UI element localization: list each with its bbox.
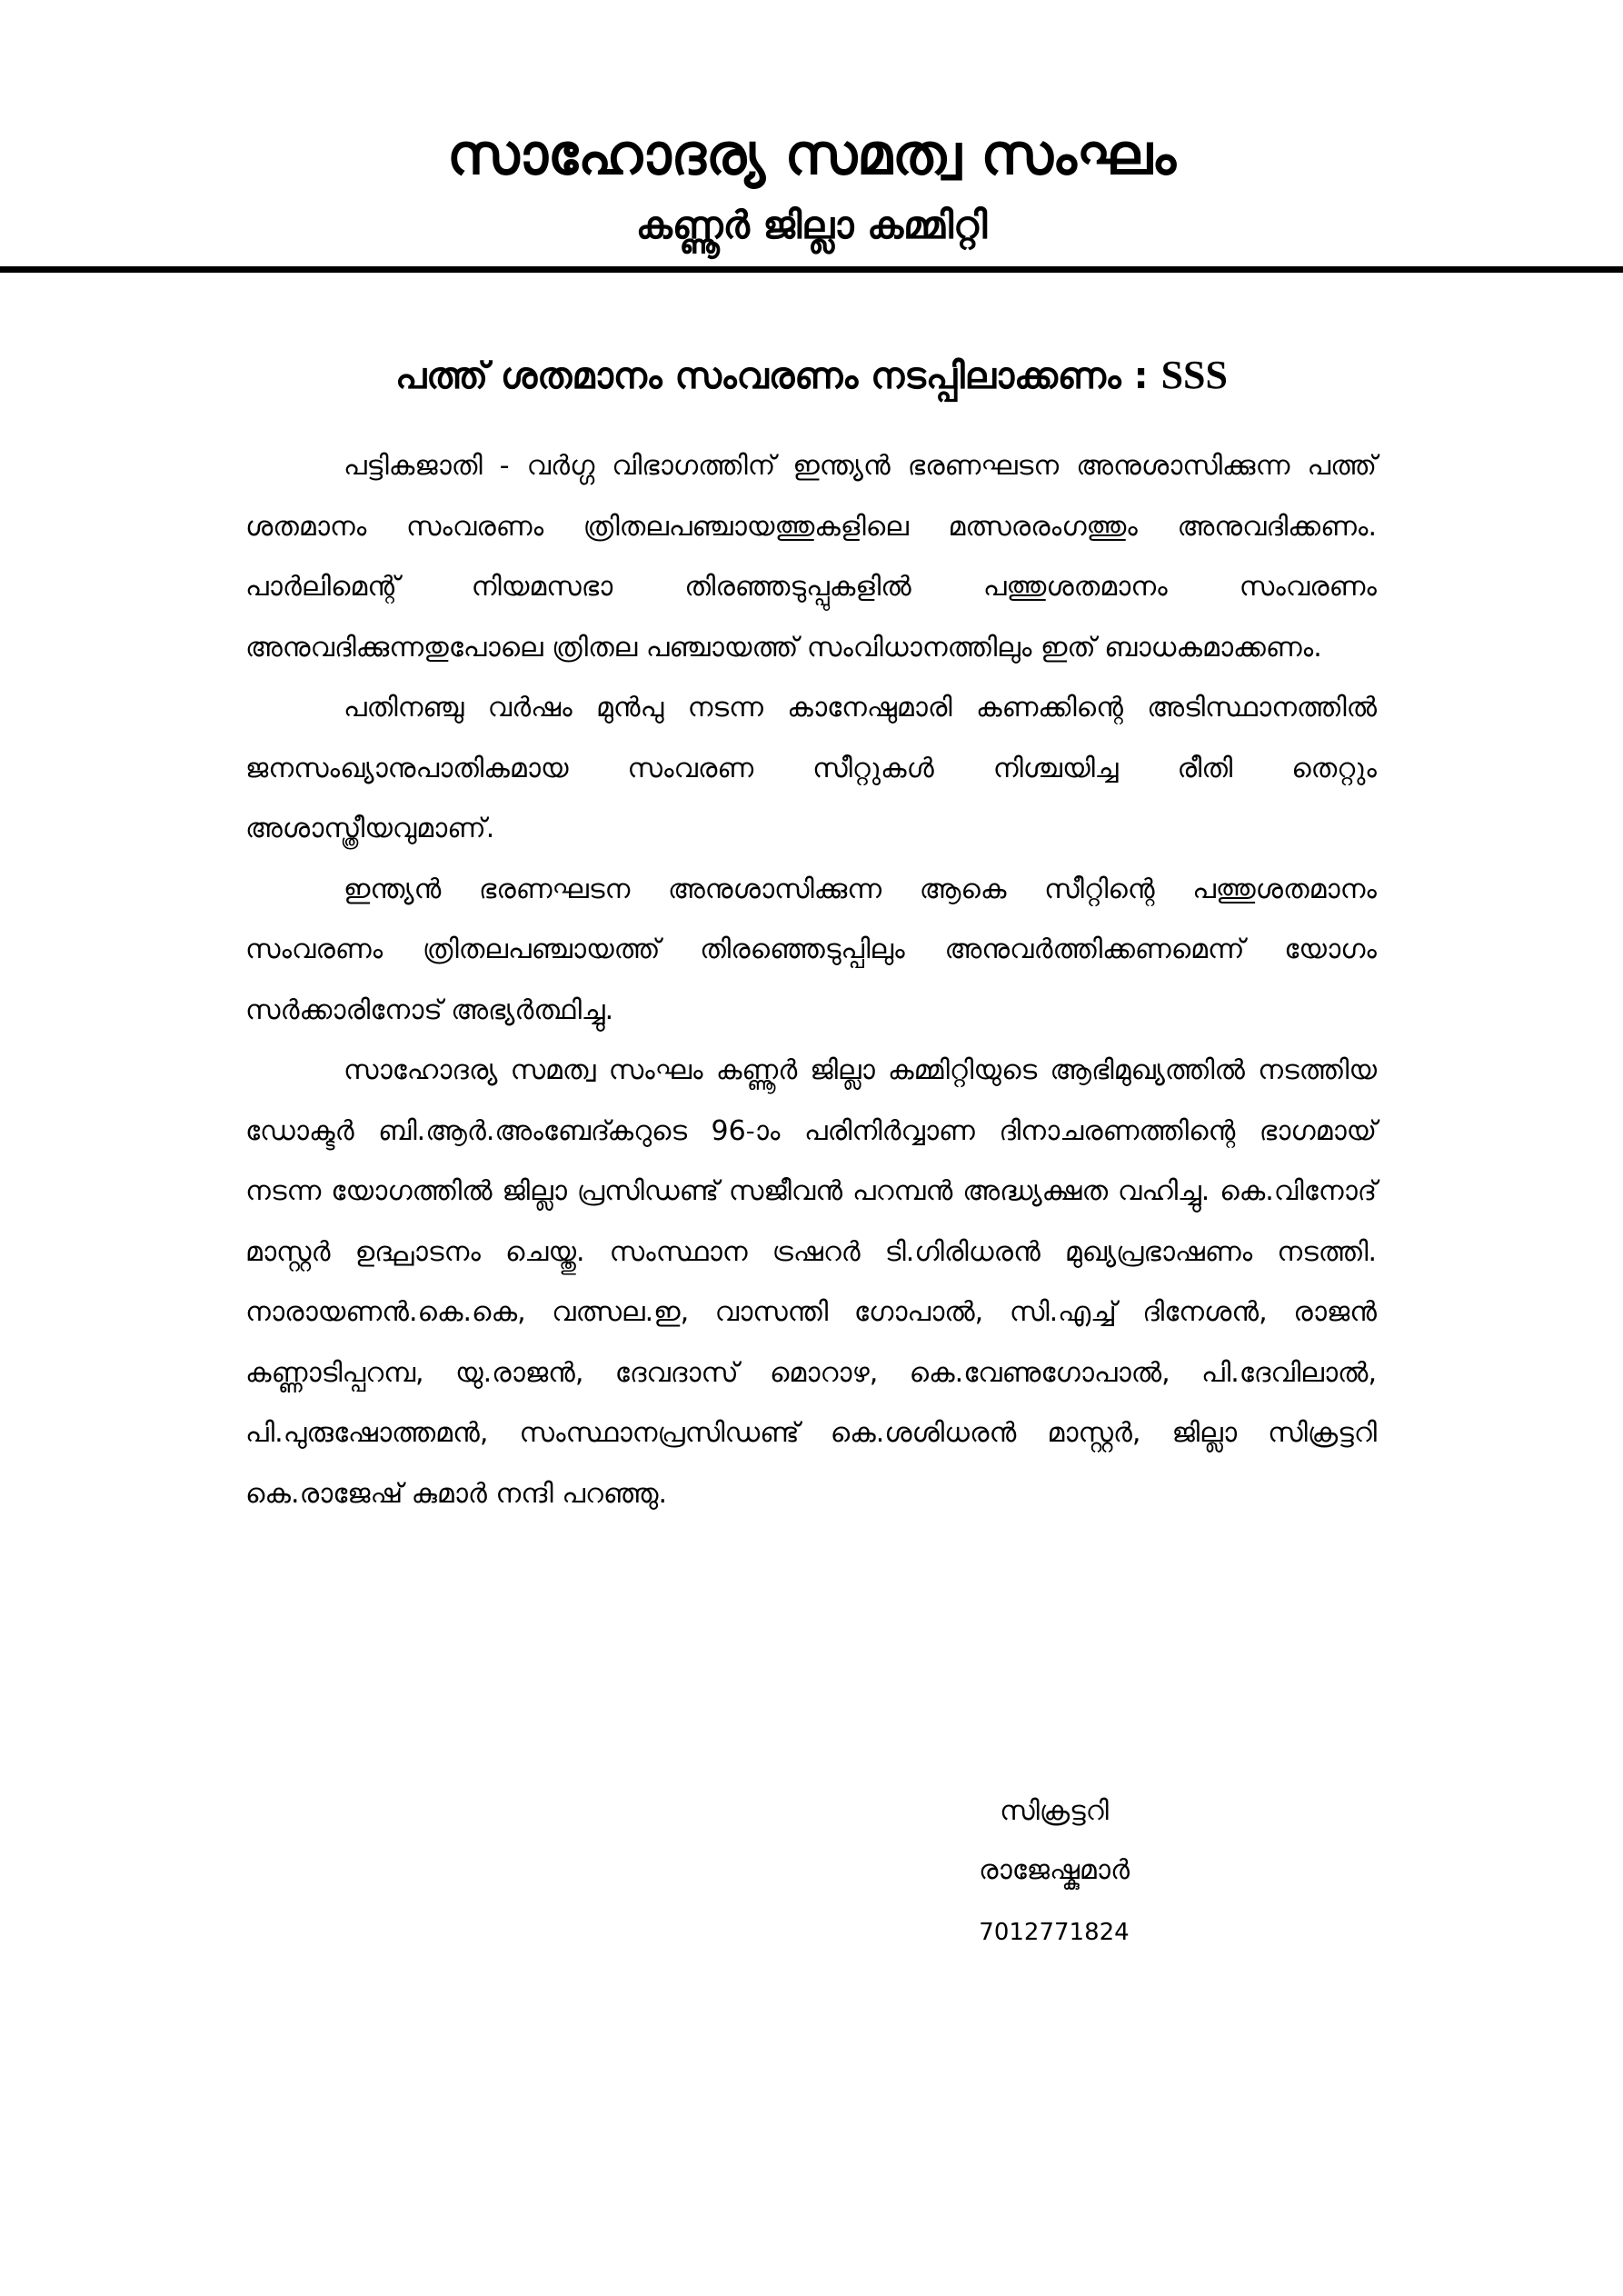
org-name: സാഹോദര്യ സമത്വ സംഘം [446,121,1177,187]
press-release-body [245,436,1377,1524]
signatory-phone: 7012771824 [979,1919,1130,1946]
press-release-headline [0,348,1623,404]
paragraph-reservation-demand: പട്ടികജാതി - വർഗ്ഗ വിഭാഗത്തിന് ഇന്ത്യൻ ഭരണഘടന അനുശാസിക്കുന്ന പത്ത് ശതമാനം സംവരണം ത്രിതലപഞ്ചായത്തുകളിലെ മത്സരരംഗത്തും അനുവദിക്കണം. പാർലിമെന്റ് നിയമസഭാ തിരഞ്ഞടുപ്പുകളിൽ പത്തുശതമാനം സംവരണം അനുവദിക്കുന്നതുപോലെ ത്രിതല പഞ്ചായത്ത് സംവിധാനത്തിലും ഇത് ബാധകമാക്കണം. [245,450,1377,664]
paragraph-meeting-request: ഇന്ത്യൻ ഭരണഘടന അനുശാസിക്കുന്ന ആകെ സീറ്റിന്റെ പത്തുശതമാനം സംവരണം ത്രിതലപഞ്ചായത്ത് തിരഞ്ഞെടുപ്പിലും അനുവർത്തിക്കണമെന്ന് യോഗം സർക്കാരിനോട് അഭ്യർത്ഥിച്ചു. [245,873,1377,1026]
paragraph-census-criticism: പതിനഞ്ചു വർഷം മുൻപു നടന്ന കാനേഷുമാരി കണക്കിന്റെ അടിസ്ഥാനത്തിൽ ജനസംഖ്യാനുപാതികമായ സംവരണ സീറ്റുകൾ നിശ്ചയിച്ച രീതി തെറ്റും അശാസ്ത്രീയവുമാണ്. [245,692,1377,844]
headline-tag: SSS [1160,353,1228,397]
signatory-name: രാജേഷ്കുമാർ [979,1854,1130,1886]
committee-name: കണ്ണൂർ ജില്ലാ കമ്മിറ്റി [635,203,988,247]
headline-text: പത്ത് ശതമാനം സംവരണം നടപ്പിലാക്കണം : [395,355,1149,397]
paragraph-meeting-details: സാഹോദര്യ സമത്വ സംഘം കണ്ണൂർ ജില്ലാ കമ്മിറ്റിയുടെ ആഭിമുഖ്യത്തിൽ നടത്തിയ ഡോക്ടർ ബി.ആർ.അംബേദ്കറുടെ 96-ാം പരിനിർവ്വാണ ദിനാചരണത്തിന്റെ ഭാഗമായ് നടന്ന യോഗത്തിൽ ജില്ലാ പ്രസിഡണ്ട് സജീവൻ പറമ്പൻ അദ്ധ്യക്ഷത വഹിച്ചു. കെ.വിനോദ് മാസ്റ്റർ ഉദ്ഘാടനം ചെയ്തു. സംസ്ഥാന ട്രഷറർ ടി.ഗിരിധരൻ മുഖ്യപ്രഭാഷണം നടത്തി. നാരായണൻ.കെ.കെ, വത്സല.ഇ, വാസന്തി ഗോപാൽ, സി.എച്ച് ദിനേശൻ, രാജൻ കണ്ണാടിപ്പറമ്പ, യു.രാജൻ, ദേവദാസ് മൊറാഴ, കെ.വേണുഗോപാൽ, പി.ദേവിലാൽ, പി.പുരുഷോത്തമൻ, സംസ്ഥാനപ്രസിഡണ്ട് കെ.ശശിധരൻ മാസ്റ്റർ, ജില്ലാ സിക്രട്ടറി കെ.രാജേഷ് കുമാർ നന്ദി പറഞ്ഞു. [245,1054,1377,1510]
signatory-role: സിക്രട്ടറി [1000,1795,1109,1827]
header-divider [0,266,1623,273]
